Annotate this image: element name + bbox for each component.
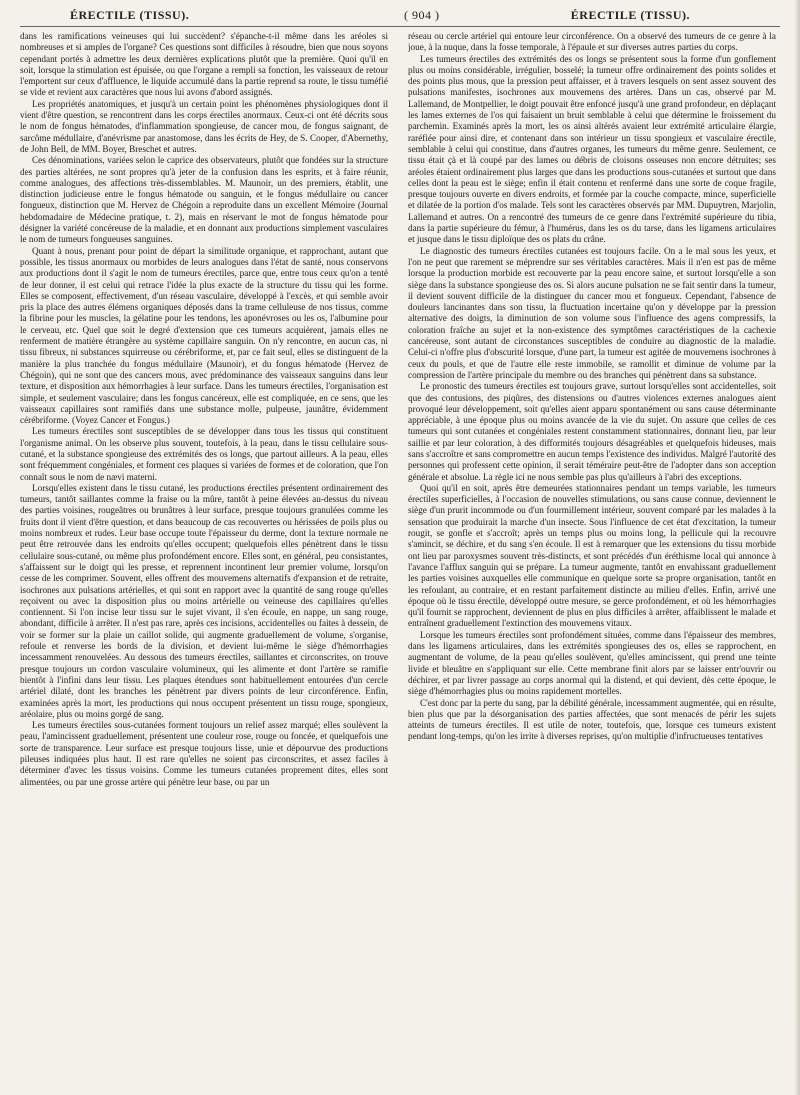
- page-edge-shadow: [794, 0, 800, 1095]
- left-column: [20, 31, 388, 1086]
- header-left-title: ÉRECTILE (TISSU).: [70, 8, 190, 22]
- running-header: [20, 8, 780, 26]
- paragraph: Quoi qu'il en soit, après être demeurées stationnaires pendant un temps variable, les tumeurs érectiles superficielles, à l'occasion de nouvelles stimulations, ou sans cause connue, deviennent le siège d'un prurit incommode ou d'un fourmillement intérieur, souvent comparé par les malades à la sensation que produirait la marche d'un insecte. Sous l'influence de cet état d'excitation, la tumeur rougit, se gonfle et s'accroît; après un temps plus ou moins long, la pellicule qui la recouvre s'amincit, se déchire, et du sang s'en écoule. Il est à remarquer que les extensions du tissu morbide ont lieu par paroxysmes souvent très-distincts, et sont précédés d'un éréthisme local qui annonce à l'avance l'afflux sanguin qui se prépare. La tumeur augmente, tantôt en envahissant graduellement les parties voisines auxquelles elle communique en quelque sorte sa propre organisation, tantôt en les refoulant, au contraire, et en restant parfaitement distincte au milieu d'elles. Enfin, arrivé une époque où le tissu érectile, développé outre mesure, se gerce profondément, et où les hémorrhagies qu'il fournit se rapprochent, deviennent de plus en plus difficiles à arrêter, affaiblissent le malade et entraînent graduellement l'extinction des mouvemens vitaux.: [408, 482, 776, 629]
- paragraph: dans les ramifications veineuses qui lui succèdent? s'épanche-t-il même dans les aréoles si nombreuses et si amples de l'organe? Ces questions sont difficiles à résoudre, bien que nous soyons cependant portés à admettre les deux dernières explications plutôt que la première. Quoi qu'il en soit, lorsque la stimulation est épuisée, ou que l'organe a rempli sa fonction, les vaisseaux de retour l'emportent sur ceux d'affluence, le liquide accumulé dans la partie reprend sa route, le tissu tuméfié se vide et revient aux caractères que nous lui avons d'abord assignés.: [20, 31, 388, 98]
- paragraph: C'est donc par la perte du sang, par la débilité générale, incessamment augmentée, qui en résulte, bien plus que par la désorganisation des parties affectées, que sont menacés de périr les sujets atteints de tumeurs érectiles. Il est utile de noter, toutefois, que, lorsque ces tumeurs existent pendant long-temps, qu'on les irrite à diverses reprises, qu'on multiplie d'infructueuses tentatives: [408, 697, 776, 742]
- right-column: [408, 31, 776, 1086]
- paragraph: Le diagnostic des tumeurs érectiles cutanées est toujours facile. On a le mal sous les yeux, et l'on ne peut que rarement se méprendre sur ses véritables caractères. Mais il n'en est pas de même lorsque la production morbide est recouverte par la peau encore saine, et surtout lorsqu'elle a son siège dans la substance spongieuse des os. Si alors aucune pulsation ne se fait sentir dans la tumeur, il devient souvent difficile de la distinguer du cancer mou et fongueux. Cependant, l'absence de douleurs lancinantes dans son tissu, la fluctuation incertaine qu'on y développe par la pression alternative des doigts, la diminution de son volume sous l'influence des agens compressifs, la coloration fraîche au sujet et la non-existence des symptômes caractéristiques de la cachexie cancéreuse, sont autant de circonstances susceptibles de conduire au diagnostic de la maladie. Celui-ci n'offre plus d'obscurité lorsque, d'une part, la tumeur est agitée de mouvemens isochrones à ceux du pouls, et que de l'autre elle reste immobile, se ramollit et diminue de volume par la compression de l'artère principale du membre ou des branches qui pénètrent dans sa substance.: [408, 245, 776, 380]
- header-rule: [20, 26, 780, 27]
- paragraph: Lorsque les tumeurs érectiles sont profondément situées, comme dans l'épaisseur des membres, dans les ligamens articulaires, dans les extrémités spongieuses des os, elles se rapprochent, en augmentant de volume, de la peau qu'elles soulèvent, qu'elles amincissent, qui prend une teinte livide et bleuâtre en s'appliquant sur elle. Cette membrane finit alors par se laisser entr'ouvrir ou déchirer, et par livrer passage au corps anormal qui la distend, et qui devient, dès cette époque, le siège d'hémorrhagies plus ou moins rapidement mortelles.: [408, 629, 776, 697]
- header-right-title: ÉRECTILE (TISSU).: [570, 8, 690, 22]
- page-number: ( 904 ): [404, 8, 440, 22]
- paragraph: Les propriétés anatomiques, et jusqu'à un certain point les phénomènes physiologiques dont il vient d'être question, se rencontrent dans les corps érectiles anormaux. Ceux-ci ont été décrits sous le nom de fongus hématodes, d'inflammation spongieuse, de cancer mou, de fongus saignant, de sarcôme médullaire, d'anévrisme par anastomose, dans les écrits de Hey, de S. Cooper, d'Abernethy, de John Bell, de MM. Boyer, Breschet et autres.: [20, 98, 388, 154]
- paragraph: réseau ou cercle artériel qui entoure leur circonférence. On a observé des tumeurs de ce genre à la joue, à la nuque, dans la fosse temporale, à l'épaule et sur diverses autres parties du corps.: [408, 31, 776, 53]
- paragraph: Le pronostic des tumeurs érectiles est toujours grave, surtout lorsqu'elles sont accidentelles, soit que des contusions, des piqûres, des distensions ou d'autres violences externes analogues aient provoqué leur développement, soit qu'elles aient apparu spontanément ou sans cause déterminante appréciable, à une époque plus ou moins avancée de la vie du sujet. On assure que celles de ces tumeurs qui sont cutanées et congéniales restent constamment stationnaires, donnant lieu, par leur saillie et par leur coloration, à des difformités toujours désagréables et quelquefois hideuses, mais sans s'accroître et sans compromettre en aucun temps l'existence des individus. Malgré l'autorité des personnes qui professent cette opinion, il serait téméraire peut-être de l'adopter dans son acception générale et absolue. La règle ici ne nous semble pas plus qu'ailleurs à l'abri des exceptions.: [408, 381, 776, 482]
- paragraph: Ces dénominations, variées selon le caprice des observateurs, plutôt que fondées sur la structure des parties altérées, ne sont propres qu'à jeter de la confusion dans les esprits, et à faire réunir, comme analogues, des affections très-dissemblables. M. Maunoir, un des premiers, établit, une distinction judicieuse entre le fongus hématode ou sanguin, et le fongus médullaire ou cancer fongueux, distinction que M. Hervez de Chégoin a reproduite dans un excellent Mémoire (Journal hebdomadaire de Médecine pratique, t. 2), mais en réservant le mot de fongus hématode pour désigner la variété concéreuse de la maladie, et en donnant aux productions simplement vasculaires le nom de tumeurs fongueuses sanguines.: [20, 155, 388, 245]
- paragraph: Les tumeurs érectiles sont susceptibles de se développer dans tous les tissus qui constituent l'organisme animal. On les observe plus souvent, toutefois, à la peau, dans le tissu cellulaire sous-cutané, et la substance spongieuse des extrémités des os longs, que partout ailleurs. A la peau, elles sont fréquemment congéniales, et forment ces plaques si variées de formes et de coloration, que l'on connaît sous le nom de nævi materni.: [20, 426, 388, 482]
- paragraph: Lorsqu'elles existent dans le tissu cutané, les productions érectiles présentent ordinairement des tumeurs, tantôt saillantes comme la fraise ou la mûre, tantôt à peine élevées au-dessus du niveau des parties voisines, rougeâtres ou brunâtres à leur surface, presque toujours granulées comme les fruits dont il vient d'être question, et dans beaucoup de cas recouvertes ou hérissées de poils plus ou moins nombreux et rudes. Leur base occupe toute l'épaisseur du derme, dont la texture normale ne peut être retrouvée dans les endroits qu'elles occupent; quelquefois elles pénètrent dans le tissu cellulaire sous-cutané, ou même plus profondément encore. Elles sont, en général, peu consistantes, s'affaissent sur le doigt qui les presse, et reprennent incontinent leur premier volume, lorsqu'on cesse de les comprimer. Souvent, elles offrent des mouvemens alternatifs d'expansion et de retraite, isochrones aux pulsations artérielles, et qui sont en rapport avec la quantité de sang rouge qu'elles reçoivent ou avec la disposition plus ou moins artérielle ou veineuse des capillaires qu'elles contiennent. Si l'on incise leur tissu sur le sujet vivant, il s'en écoule, en nappe, un sang rouge, abondant, difficile à arrêter. Il n'est pas rare, après ces incisions, accidentelles ou faites à dessein, de voir se former sur la plaie un caillot solide, qui augmente graduellement de volume, s'organise, refoule et renverse les bords de la division, et devient lui-même le siège d'hémorrhagies incessamment renouvelées. Au dessous des tumeurs érectiles, saillantes et circonscrites, on trouve presque toujours un cordon vasculaire volumineux, qui les alimente et dont l'artère se ramifie bientôt à l'infini dans leur tissu. Les plaques étendues sont habituellement entourées d'un cercle artériel dilaté, dont les branches les pénètrent par divers points de leur circonférence. Enfin, examinées après la mort, les productions qui nous occupent présentent un tissu rouge, spongieux, aréolaire, plus ou moins gorgé de sang.: [20, 482, 388, 719]
- paragraph: Quant à nous, prenant pour point de départ la similitude organique, et rapprochant, autant que possible, les tissus anormaux ou morbides de leurs analogues dans l'état de santé, nous conservons aux productions dont il s'agit le nom de tumeurs érectiles, parce que, entre tous ceux qu'on a tenté de leur donner, il est celui qui retrace l'idée la plus exacte de la structure du tissu qui les forme. Elles se composent, effectivement, d'un réseau vasculaire, développé à l'excès, et qui semble avoir pris la place des autres élémens organiques déposés dans la trame celluleuse de nos tissus, comme la fibrine pour les muscles, la gélatine pour les tendons, les aponévroses ou les os, l'albumine pour le cerveau, etc. Quel que soit le degré d'extension que ces tumeurs acquièrent, jamais elles ne renferment de matière étrangère au système capillaire sanguin. On n'y rencontre, en aucun cas, ni tissu fibreux, ni substances squirreuse ou cérébriforme, et, par ce fait seul, elles se distinguent de la manière la plus tranchée du fongus médullaire (Maunoir), et du fongus hématode (Hervez de Chégoin), qui ne sont que des cancers mous, avec prédominance des vaisseaux sanguins dans leur texture, et disposition aux hémorrhagies à leur surface. Dans les tumeurs érectiles, l'organisation est simple, et seulement vasculaire; dans les fongus cancéreux, elle est compliquée, en ce sens, que les vaisseaux capillaires sont ramifiés dans une substance molle, pulpeuse, jaunâtre, évidemment cérébriforme. (Voyez Cancer et Fongus.): [20, 245, 388, 426]
- paragraph: Les tumeurs érectiles des extrémités des os longs se présentent sous la forme d'un gonflement plus ou moins considérable, irrégulier, bosselé; la tumeur offre ordinairement des points solides et des points plus mous, que la pression peut affaisser, et à travers lesquels on sent assez souvent des pulsations manifestes, isochrones aux mouvemens des artères. Dans un cas, observé par M. Lallemand, de Montpellier, le doigt pouvait être enfoncé jusqu'à une grand profondeur, en déplaçant les lames externes de l'os qui faisaient un bruit semblable à celui que détermine le froissement du parchemin. Examinés après la mort, les os ainsi altérés avaient leur extrémité articulaire élargie, raréfiée pour ainsi dire, et contenant dans son intérieur un tissu spongieux et vasculaire érectile, semblable à celui qui constitue, dans d'autres organes, les tumeurs du même genre. Seulement, ce tissu était çà et là coupé par des lames ou débris de cloisons osseuses non encore détruites; ses aréoles étaient ordinairement plus larges que dans les productions sous-cutanées et surtout que dans celles dont la peau est le siège; enfin il était contenu et renfermé dans une sorte de coque fragile, presque toujours ouverte en divers endroits, et formée par la couche compacte, mince, superficielle et dilatée de la portion d'os malade. Tels sont les caractères observés par MM. Dupuytren, Marjolin, Lallemand et autres. On a rencontré des tumeurs de ce genre dans l'extrémité supérieure du tibia, dans la partie supérieure du fémur, à l'humérus, dans les os du tarse, dans les ligamens articulaires et jusque dans le tissu diploïque des os plats du crâne.: [408, 53, 776, 245]
- paragraph: Les tumeurs érectiles sous-cutanées forment toujours un relief assez marqué; elles soulèvent la peau, l'amincissent graduellement, présentent une couleur rose, rouge ou foncée, et quelquefois une sorte de transparence. Leur surface est presque toujours lisse, unie et dépourvue des productions pileuses indiquées plus haut. Il est rare qu'elles ne soient pas circonscrites, et assez faciles à déterminer d'avec les tissus voisins. Comme les tumeurs cutanées proprement dites, elles sont alimentées, ou par une grosse artère qui pénètre leur base, ou par un: [20, 720, 388, 787]
